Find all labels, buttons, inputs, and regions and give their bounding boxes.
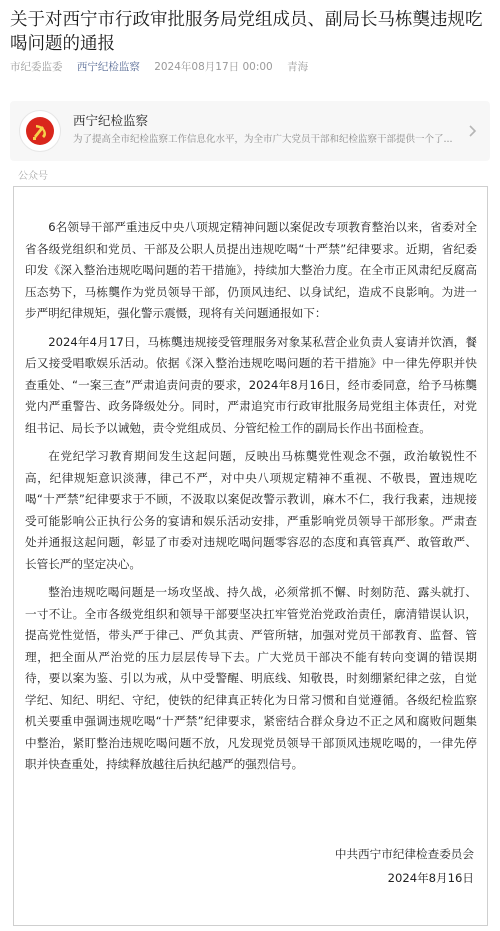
notice-body xyxy=(25,217,477,783)
notice-paragraph: 在党纪学习教育期间发生这起问题，反映出马栋龑党性观念不强，政治敏锐性不高，纪律规矩意识淡薄，律己不严，对中央八项规定精神不重视、不敬畏，置违规吃喝“十严禁”纪律要求于不顾，不汲取以案促改警示教训，麻木不仁，我行我素，违规接受可能影响公正执行公务的宴请和娱乐活动安排，严重影响党员领导干部形象。严肃查处并通报这起问题，彰显了市委对违规吃喝问题零容忍的态度和真管真严、敢管敢严、长管长严的坚定决心。 xyxy=(25,449,477,571)
notice-paragraph: 6名领导干部严重违反中央八项规定精神问题以案促改专项教育整治以来，省委对全省各级党组织和党员、干部及公职人员提出违规吃喝“十严禁”纪律要求。近期，省纪委印发《深入整治违规吃喝问题的若干措施》，持续加大整治力度。在全市正风肃纪反腐高压态势下，马栋龑作为党员领导干部，仍顶风违纪、以身试纪，造成不良影响。为进一步严明纪律规矩，强化警示震慑，现将有关问题通报如下： xyxy=(25,220,477,320)
meta-datetime: 2024年08月17日 00:00 xyxy=(154,61,273,73)
notice-paragraph: 整治违规吃喝问题是一场攻坚战、持久战，必须常抓不懈、时刻防范、露头就打、一寸不让。全市各级党组织和领导干部要坚决扛牢管党治党政治责任，廓清错误认识，提高党性觉悟，带头严于律己、严负其责、严管所辖，加强对党员干部教育、监督、管理，把全面从严治党的压力层层传导下去。广大党员干部决不能有转向变调的错误期待，要以案为鉴、引以为戒，从中受警醒、明底线、知敬畏，时刻绷紧纪律之弦，自觉学纪、知纪、明纪、守纪，使铁的纪律真正转化为日常习惯和自觉遵循。各级纪检监察机关要重申强调违规吃喝“十严禁”纪律要求，紧密结合群众身边不正之风和腐败问题集中整治，紧盯整治违规吃喝问题不放，凡发现党员领导干部顶风违规吃喝的，一律先停职并快查重处，持续释放越往后执纪越严的强烈信号。 xyxy=(25,585,477,771)
account-type-label: 公众号 xyxy=(18,171,48,182)
account-link[interactable]: 西宁纪检监察 xyxy=(76,61,140,73)
notice-paragraph: 2024年4月17日，马栋龑违规接受管理服务对象某私营企业负责人宴请并饮酒，餐后又接受唱歌娱乐活动。依据《深入整治违规吃喝问题的若干措施》中一律先停职并快查重处、“一案三查”严肃追责问责的要求，2024年8月16日，经市委同意，给予马栋龑党内严重警告、政务降级处分。同时，严肃追究市行政审批服务局党组主体责任，对党组书记、局长予以诫勉，责令党组成员、分管纪检工作的副局长作出书面检查。 xyxy=(25,334,477,435)
meta-location: 青海 xyxy=(287,61,309,73)
notice-signature xyxy=(335,842,474,890)
account-name: 西宁纪检监察 xyxy=(73,113,149,128)
account-avatar xyxy=(19,110,61,152)
article-meta xyxy=(10,59,492,74)
notice-document xyxy=(13,186,488,926)
chevron-right-icon[interactable] xyxy=(464,123,480,139)
meta-source: 市纪委监委 xyxy=(10,61,63,73)
account-profile-card[interactable] xyxy=(10,101,490,161)
article-title: 关于对西宁市行政审批服务局党组成员、副局长马栋龑违规吃喝问题的通报 xyxy=(10,10,483,54)
account-description: 为了提高全市纪检监察工作信息化水平，为全市广大党员干部和纪检监察干部提供一个了... xyxy=(73,134,453,145)
signature-date: 2024年8月16日 xyxy=(387,871,474,885)
signature-org: 中共西宁市纪律检查委员会 xyxy=(334,847,474,861)
party-emblem-icon xyxy=(25,116,55,146)
